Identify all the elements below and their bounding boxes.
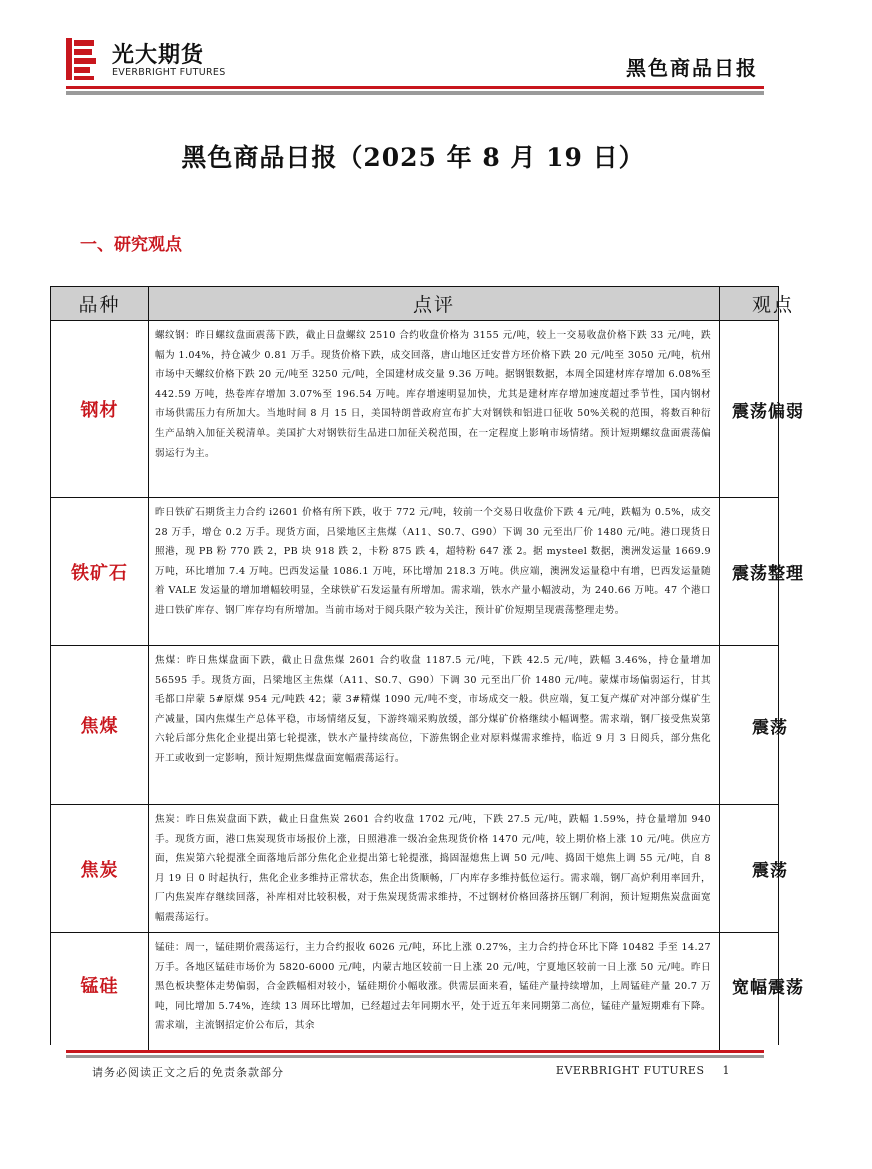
view-label: 震荡 — [752, 717, 788, 738]
category-label: 锰硅 — [80, 976, 119, 997]
header-red-rule — [66, 86, 764, 89]
footer-disclaimer: 请务必阅读正文之后的免责条款部分 — [92, 1066, 284, 1079]
table-row — [51, 321, 804, 498]
table-row — [51, 933, 804, 1053]
everbright-logo-icon — [64, 36, 98, 82]
header-view: 观点 — [752, 294, 795, 316]
table-row — [51, 805, 788, 933]
logo-english-name: EVERBRIGHT FUTURES — [112, 67, 226, 78]
report-name: 黑色商品日报 — [626, 56, 758, 80]
view-label: 震荡整理 — [732, 564, 804, 584]
header-comment: 点评 — [412, 294, 455, 316]
table-row — [51, 498, 804, 646]
comment-text: 螺纹钢：昨日螺纹盘面震荡下跌，截止日盘螺纹 2510 合约收盘价格为 3155 元/吨，较上一交易收盘价格下跌 33 元/吨，跌幅为 1.04%，持仓减少 0.81 万手。现货价格下跌，成交回落，唐山地区迁安普方坯价格下跌 20 元/吨至 3050 元/吨，杭州市场中天螺纹价格下跌 20 元/吨至 3250 元/吨，全国建材成交量 9.36 万吨。据钢银数据，本周全国建材库存增加 6.08%至 442.59 万吨，热卷库存增加 3.07%至 196.54 万吨。库存增速明显加快，尤其是建材库存增加速度超过季节性，国内钢材市场供需压力有所加大。当地时间 8 月 15 日，美国特朗普政府宣布扩大对钢铁和铝进口征收 50%关税的范围，将数百种衍生产品纳入加征关税清单。美国扩大对钢铁衍生品进口加征关税范围，在一定程度上影响市场情绪。预计短期螺纹盘面震荡偏弱运行为主。 — [155, 330, 711, 459]
section-heading: 一、研究观点 — [80, 235, 182, 255]
view-label: 宽幅震荡 — [732, 977, 804, 998]
company-logo — [64, 36, 239, 84]
category-label: 钢材 — [80, 400, 119, 421]
research-table — [50, 286, 804, 1045]
footer-gray-rule — [66, 1055, 764, 1058]
comment-text: 昨日铁矿石期货主力合约 i2601 价格有所下跌，收于 772 元/吨，较前一个交易日收盘价下跌 4 元/吨，跌幅为 0.5%，成交 28 万手，增仓 0.2 万手。现货方面，吕梁地区主焦煤（A11、S0.7、G90）下调 30 元至出厂价 1480 元/吨。港口现货日照港，现 PB 粉 770 跌 2，PB 块 918 跌 2，卡粉 875 跌 4，超特粉 647 涨 2。据 mysteel 数据，澳洲发运量 1669.9 万吨，环比增加 7.4 万吨。巴西发运量 1086.1 万吨，环比增加 218.3 万吨。供应端，澳洲发运量稳中有增，巴西发运量随着 VALE 发运量的增加增幅较明显，全球铁矿石发运量有所增加。需求端，铁水产量小幅波动，为 240.66 万吨。47 个港口进口铁矿库存、钢厂库存均有所增加。当前市场对于阅兵限产较为关注，预计矿价短期呈现震荡整理走势。 — [155, 507, 711, 616]
table-row — [51, 646, 788, 805]
page-number: 1 — [722, 1064, 730, 1077]
footer-brand: EVERBRIGHT FUTURES — [555, 1064, 705, 1077]
category-label: 焦煤 — [80, 716, 119, 737]
comment-text: 焦炭：昨日焦炭盘面下跌，截止日盘焦炭 2601 合约收盘 1702 元/吨，下跌 27.5 元/吨，跌幅 1.59%，持仓量增加 940 手。现货方面，港口焦炭现货市场报价上涨，日照港准一级冶金焦现货价格 1470 元/吨，较上期价格上涨 10 元/吨。供应方面，焦炭第六轮提涨全面落地后部分焦化企业提出第七轮提涨，捣固湿熄焦上调 50 元/吨、捣固干熄焦上调 55 元/吨，自 8 月 19 日 0 时起执行，焦化企业多维持正常状态，焦企出货顺畅，厂内库存多维持低位运行。需求端，钢厂高炉利用率回升，厂内焦炭库存继续回落，补库相对比较积极，对于焦炭现货需求维持，不过钢材价格回落挤压钢厂利润，预计短期焦炭盘面宽幅震荡运行。 — [155, 814, 711, 923]
view-label: 震荡偏弱 — [732, 401, 804, 422]
category-label: 铁矿石 — [71, 562, 128, 584]
logo-chinese-name: 光大期货 — [112, 43, 205, 68]
footer-red-rule — [66, 1050, 764, 1053]
comment-text: 锰硅：周一，锰硅期价震荡运行，主力合约报收 6026 元/吨，环比上涨 0.27%，主力合约持仓环比下降 10482 手至 14.27 万手。各地区锰硅市场价为 5820-6000 元/吨，内蒙古地区较前一日上涨 20 元/吨，宁夏地区较前一日上涨 50 元/吨。昨日黑色板块整体走势偏弱，合金跌幅相对较小，锰硅期价小幅收涨。供需层面来看，锰硅产量持续增加，上周锰硅产量 20.7 万吨，同比增加 5.74%，连续 13 周环比增加，已经超过去年同期水平，处于近五年来同期第二高位，锰硅产量短期难有下降。需求端，主流钢招定价公布后，其余 — [155, 942, 711, 1032]
document-title: 黑色商品日报（2025 年 8 月 19 日） — [181, 143, 645, 172]
header-category: 品种 — [78, 294, 121, 316]
comment-text: 焦煤：昨日焦煤盘面下跌，截止日盘焦煤 2601 合约收盘 1187.5 元/吨，下跌 42.5 元/吨，跌幅 3.46%，持仓量增加 56595 手。现货方面，吕梁地区主焦煤（A11、S0.7、G90）下调 30 元至出厂价 1480 元/吨。蒙煤市场偏弱运行，甘其毛都口岸蒙 5#原煤 954 元/吨跌 42；蒙 3#精煤 1090 元/吨不变，市场成交一般。供应端，复工复产煤矿对冲部分煤矿生产减量，国内焦煤生产总体平稳，市场情绪反复，下游终端采购放缓，部分煤矿价格继续小幅调整。需求端，钢厂接受焦炭第六轮后部分焦化企业提出第七轮提涨，铁水产量持续高位，下游焦钢企业对原料煤需求维持，临近 9 月 3 日阅兵，部分焦化开工或收到一定影响，预计短期焦煤盘面宽幅震荡运行。 — [155, 655, 711, 764]
view-label: 震荡 — [752, 861, 788, 881]
table-header-row — [51, 287, 795, 321]
header-gray-rule — [66, 91, 764, 95]
footer-brand-page — [556, 1064, 730, 1077]
category-label: 焦炭 — [80, 859, 119, 881]
